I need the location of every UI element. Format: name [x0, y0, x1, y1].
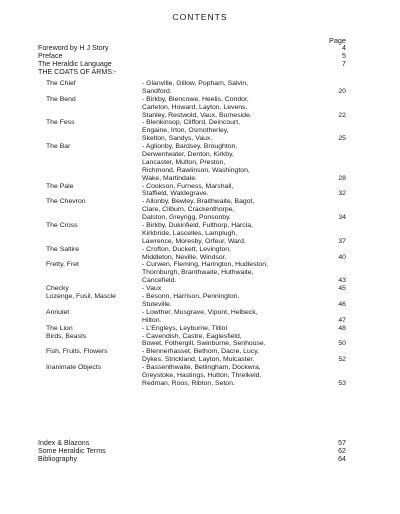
entry-family-names [142, 325, 318, 333]
entry-page: 43 [338, 277, 346, 285]
toc-entry [0, 80, 400, 96]
entry-page: 50 [338, 340, 346, 348]
toc-row-page: 64 [338, 455, 346, 464]
toc-row-label: THE COATS OF ARMS:- [38, 68, 117, 76]
toc-entry [0, 96, 400, 120]
entry-page: 47 [338, 316, 346, 324]
entry-family-names [142, 333, 318, 349]
entry-page: 22 [338, 111, 346, 119]
entry-names-line: Richmond, Rawlinson, Washington, [142, 166, 250, 174]
coats-of-arms-list [0, 80, 400, 388]
toc-entry [0, 143, 400, 182]
toc-row-page: 7 [342, 60, 346, 68]
toc-entry [0, 183, 400, 199]
entry-family-names [142, 246, 318, 262]
entry-names-line: Bowet, Fothergill, Swinburne, Senhouse. [142, 340, 266, 348]
toc-entry [0, 119, 400, 143]
entry-names-line: Sandford. [142, 87, 172, 95]
entry-family-names [142, 348, 318, 364]
entry-page: 52 [338, 356, 346, 364]
toc-row-label: Bibliography [38, 455, 78, 464]
entry-label: Inanimate Objects [46, 364, 102, 372]
entry-page: 34 [338, 214, 346, 222]
entry-page: 46 [338, 300, 346, 308]
entry-label: The Bend [46, 95, 76, 103]
entry-family-names [142, 293, 318, 309]
toc-row [38, 455, 346, 463]
entry-names-line: - Lowther, Musgrave, Vipont, Helbeck, [142, 308, 258, 316]
entry-page: 28 [338, 174, 346, 182]
entry-names-line: Stuteville. [142, 300, 172, 308]
entry-family-names [142, 364, 318, 388]
entry-names-line: - Allonby, Bewley, Braithwaite, Bagot, [142, 198, 255, 206]
entry-names-line: Clare, Cliburn, Crackenthorpe, [142, 206, 235, 214]
entry-family-names [142, 80, 318, 96]
entry-names-line: Dalston, Greyrigg, Ponsonby. [142, 214, 231, 222]
page-title: CONTENTS [172, 12, 228, 22]
entry-names-line: - Cookson, Furness, Marshall, [142, 182, 234, 190]
entry-names-line: Wake, Martindale. [142, 174, 197, 182]
entry-label: The Bar [46, 143, 71, 151]
entry-family-names [142, 222, 318, 246]
toc-row-label: The Heraldic Language [38, 60, 112, 68]
toc-entry [0, 333, 400, 349]
toc-entry [0, 246, 400, 262]
front-matter-list [38, 44, 346, 76]
entry-names-line: - Besonn, Harrison, Pennington, [142, 293, 240, 301]
toc-entry [0, 222, 400, 246]
entry-names-line: - Curwen, Fleming, Harington, Hudleston, [142, 261, 268, 269]
entry-page: 48 [338, 324, 346, 332]
entry-label: The Cross [46, 222, 78, 230]
toc-entry [0, 309, 400, 325]
entry-names-line: Thornburgh, Branthwaite, Huthwaite, [142, 269, 254, 277]
toc-row-page: 4 [342, 44, 346, 52]
entry-family-names [142, 285, 318, 293]
toc-row [38, 60, 346, 68]
entry-label: Annulet [46, 308, 70, 316]
entry-names-line: Skelton, Sandys, Vaux. [142, 135, 213, 143]
entry-names-line: Staffield, Waldegrave. [142, 190, 209, 198]
toc-row-label: Index & Blazons [38, 439, 90, 447]
entry-family-names [142, 198, 318, 222]
entry-family-names [142, 143, 318, 182]
entry-names-line: Kirkbride, Lascelles, Lamplugh, [142, 229, 238, 237]
entry-family-names [142, 261, 318, 285]
entry-names-line: Redman, Roos, Ribton, Seton. [142, 379, 235, 387]
toc-entry [0, 364, 400, 388]
entry-names-line: Stanley, Restwold, Vaux, Burneside. [142, 111, 252, 119]
toc-entry [0, 261, 400, 285]
entry-page: 32 [338, 190, 346, 198]
entry-names-line: - Crofton, Duckett, Levington, [142, 245, 232, 253]
entry-names-line: Middleton, Neville, Windsor. [142, 253, 227, 261]
toc-entry [0, 198, 400, 222]
toc-entry [0, 293, 400, 309]
toc-entry [0, 285, 400, 293]
entry-names-line: - Blenkinsop, Clifford, Deincourt, [142, 119, 241, 127]
entry-label: Lozenge, Fusil, Mascle [46, 293, 116, 301]
entry-label: Fish, Fruits, Flowers [46, 348, 108, 356]
entry-label: The Saltire [46, 245, 80, 253]
toc-row-label: Foreword by H J Story [38, 44, 109, 52]
entry-names-line: Lancaster, Multon, Preston, [142, 158, 226, 166]
entry-names-line: - Vaux [142, 285, 162, 293]
toc-row-label: Preface [38, 52, 63, 60]
toc-row-page: 57 [338, 439, 346, 447]
toc-row [38, 447, 346, 455]
entry-page: 45 [338, 285, 346, 293]
entry-label: The Lion [46, 324, 73, 332]
entry-names-line: Engaine, Irton, Osmotherley, [142, 127, 229, 135]
entry-names-line: - Aglionby, Bardsey, Broughton, [142, 143, 238, 151]
entry-names-line: - Bassenthwaite, Bellingham, Dockwra, [142, 364, 261, 372]
entry-page: 20 [338, 87, 346, 95]
page-column-header: Page [328, 36, 346, 45]
entry-family-names [142, 96, 318, 120]
entry-family-names [142, 183, 318, 199]
entry-page: 37 [338, 237, 346, 245]
entry-names-line: - L'Engleys, Leyburne, Tilliol [142, 324, 227, 332]
entry-names-line: Cancefield. [142, 277, 177, 285]
entry-names-line: Dykes, Strickland, Layton, Mulcaster. [142, 356, 255, 364]
entry-label: Fretty, Fret [46, 261, 79, 269]
entry-label: The Pale [46, 182, 74, 190]
toc-row [38, 52, 346, 60]
entry-names-line: - Glanville, Gillow, Popham, Salvin, [142, 80, 249, 87]
toc-row [38, 44, 346, 52]
entry-names-line: Carleton, Howard, Layton, Levens, [142, 103, 248, 111]
toc-row [38, 439, 346, 447]
entry-label: The Fess [46, 119, 75, 127]
entry-names-line: - Birkby, Blencowe, Heelis, Condor, [142, 95, 249, 103]
entry-names-line: - Blennerhasset, Bethom, Dacre, Lucy, [142, 348, 260, 356]
toc-entry [0, 325, 400, 333]
entry-family-names [142, 309, 318, 325]
entry-label: Checky [46, 285, 69, 293]
entry-family-names [142, 119, 318, 143]
entry-names-line: Hilton. [142, 316, 162, 324]
entry-page: 53 [338, 379, 346, 387]
back-matter-list [38, 439, 346, 463]
toc-row-label: Some Heraldic Terms [38, 447, 106, 456]
entry-page: 40 [338, 253, 346, 261]
entry-names-line: - Birkby, Dukinfield, Fulthorp, Harcla, [142, 222, 253, 230]
entry-names-line: Lawrence, Moresby, Orfeur, Ward. [142, 237, 246, 245]
entry-label: The Chevron [46, 198, 86, 206]
toc-row-page: 5 [342, 52, 346, 60]
entry-names-line: Derwentwater, Denton, Kirkby, [142, 151, 234, 159]
toc-row [38, 68, 346, 76]
entry-page: 25 [338, 135, 346, 143]
entry-label: Birds, Beasts [46, 332, 87, 340]
entry-names-line: Greystoke, Hastings, Hutton, Threlkeld, [142, 371, 262, 379]
toc-row-page: 62 [338, 447, 346, 456]
entry-names-line: - Cavendish, Castre, Eaglesfield, [142, 332, 242, 340]
toc-entry [0, 348, 400, 364]
entry-label: The Chief [46, 80, 76, 87]
